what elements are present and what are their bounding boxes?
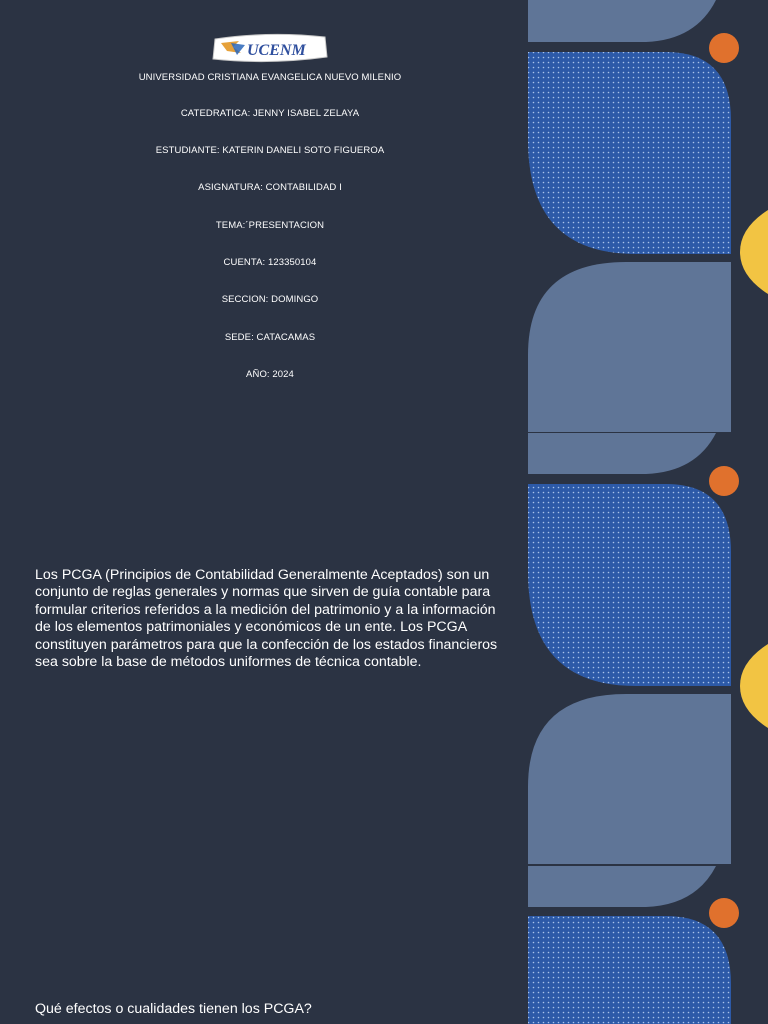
dotted-leaf-shape bbox=[528, 916, 731, 1024]
orange-circle bbox=[709, 898, 739, 928]
blue-leaf-shape bbox=[528, 694, 731, 864]
dotted-leaf-shape bbox=[528, 52, 731, 254]
subject-line: ASIGNATURA: CONTABILIDAD I bbox=[198, 182, 342, 193]
logo-text: UCENM bbox=[247, 42, 306, 59]
pcga-definition-paragraph: Los PCGA (Principios de Contabilidad Generalmente Aceptados) son un conjunto de reglas generales y normas que sirven de guía contable para formular criterios referidos a la medición del patrimonio y a la información de los elementos patrimoniales y económicos de un ente. Los PCGA constituyen parámetros para que la confección de los estados financieros sea sobre la base de métodos uniformes de técnica contable. bbox=[35, 567, 498, 671]
middle-strip-shape bbox=[528, 433, 716, 474]
university-name: UNIVERSIDAD CRISTIANA EVANGELICA NUEVO MILENIO bbox=[138, 72, 402, 83]
year-line: AÑO: 2024 bbox=[246, 369, 294, 380]
decorative-side-pattern bbox=[526, 0, 768, 1024]
lower-strip-shape bbox=[528, 866, 716, 907]
campus-line: SEDE: CATACAMAS bbox=[224, 332, 316, 343]
teacher-line: CATEDRATICA: JENNY ISABEL ZELAYA bbox=[180, 108, 360, 119]
dotted-leaf-shape bbox=[528, 484, 731, 686]
section-line: SECCION: DOMINGO bbox=[221, 294, 319, 305]
top-strip-shape bbox=[528, 0, 716, 42]
yellow-half-shape bbox=[740, 644, 768, 728]
account-line: CUENTA: 123350104 bbox=[223, 257, 317, 268]
student-line: ESTUDIANTE: KATERIN DANELI SOTO FIGUEROA bbox=[155, 145, 385, 156]
topic-line: TEMA:´PRESENTACION bbox=[215, 220, 325, 231]
orange-circle bbox=[709, 33, 739, 63]
yellow-half-shape bbox=[740, 210, 768, 294]
ucenm-logo bbox=[209, 33, 329, 63]
pcga-question-heading: Qué efectos o cualidades tienen los PCGA? bbox=[35, 1001, 312, 1017]
orange-circle bbox=[709, 466, 739, 496]
blue-leaf-shape bbox=[528, 262, 731, 432]
